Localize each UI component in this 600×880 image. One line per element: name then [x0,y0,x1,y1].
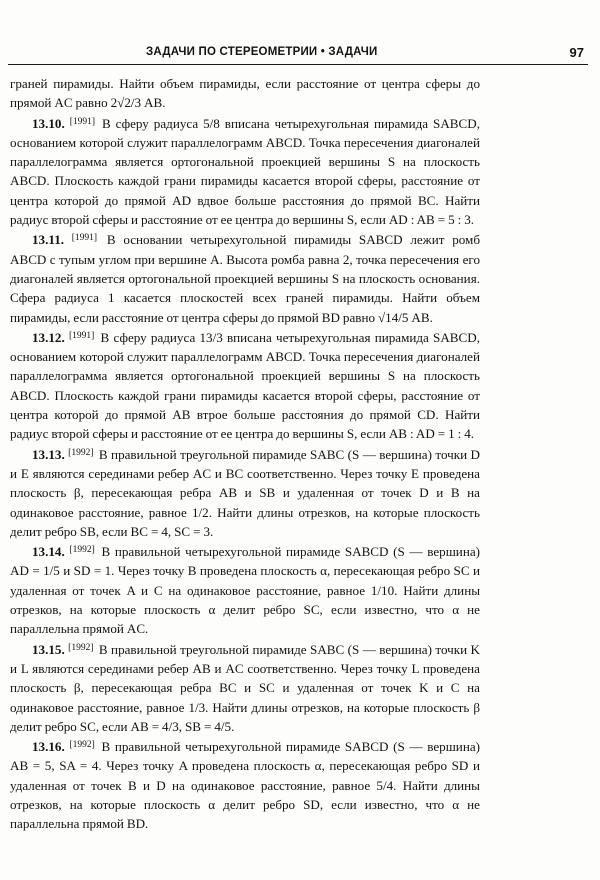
problem-year: [1991] [68,330,95,341]
running-header [8,44,588,65]
problem-number: 13.11. [32,232,65,248]
problem-13-10 [10,113,480,230]
problem-text: В сферу радиуса 5/8 вписана четырехугольная пирамида SABCD, основанием которой служит параллелограмм ABCD. Точка пересечения диагоналей параллелограмма является ортогональной проекцией вершины S на плоскость ABCD. Плоскость каждой грани пирамиды касается второй сферы, расстояние от центра которой до прямой AD вдвое больше расстояния до прямой BC. Найти радиус второй сферы и расстояние от ее центра до вершины S, если AD : AB = 5 : 3. [10,115,480,228]
problem-number: 13.14. [32,544,65,560]
page-number: 97 [569,45,584,60]
problem-number: 13.13. [32,446,65,462]
problem-13-12 [10,327,480,444]
problem-year: [1992] [68,447,94,458]
page-body [10,74,480,834]
problem-year: [1992] [69,740,95,751]
problem-year: [1991] [71,233,98,244]
problem-13-14 [10,541,480,638]
problem-year: [1992] [68,642,94,653]
problem-text: В сферу радиуса 13/3 вписана четырехугольная пирамида SABCD, основанием которой служит параллелограмм ABCD. Точка пересечения диагоналей параллелограмма является ортогональной проекцией вершины S на плоскость ABCD. Плоскость каждой грани пирамиды касается второй сферы, расстояние от центра которой до прямой AB втрое больше расстояния до прямой CD. Найти радиус второй сферы и расстояние от ее центра до вершины S, если AB : AD = 1 : 4. [10,329,480,442]
problem-text: В правильной треугольной пирамиде SABC (S — вершина) точки K и L являются серединами ребер AB и AC соответственно. Через точку L проведена плоскость β, пересекающая ребра BC и SC и удаленная от точек K и C на одинаковое расстояние, равное 1/3. Найти длины отрезков, на которые плоскость β делит ребро SC, если AB = 4/3, SB = 4/5. [10,641,480,734]
problem-number: 13.15. [32,641,65,657]
problem-13-13 [10,444,480,541]
problem-number: 13.12. [32,329,65,345]
running-title: ЗАДАЧИ ПО СТЕРЕОМЕТРИИ • ЗАДАЧИ [146,46,378,58]
problem-text: В основании четырехугольной пирамиды SABCD лежит ромб ABCD с тупым углом при вершине A. Высота ромба равна 2, точка пересечения его диагоналей является ортогональной проекцией вершины S на плоскость основания. Сфера радиуса 1 касается плоскостей всех граней пирамиды. Найти объем пирамиды, если расстояние от центра сферы до прямой BD равно √14/5 AB. [10,232,480,325]
problem-13-11 [10,229,480,326]
continuation-paragraph: граней пирамиды. Найти объем пирамиды, если расстояние от центра сферы до прямой AC равно 2√2/3 AB. [10,76,480,111]
problem-13-16 [10,736,480,833]
problem-text: В правильной треугольной пирамиде SABC (S — вершина) точки D и E являются серединами ребер AC и BC соответственно. Через точку E проведена плоскость β, пересекающая ребра AB и SB и удаленная от точек D и B на одинаковое расстояние, равное 1/2. Найти длины отрезков, на которые плоскость делит ребро SB, если BC = 4, SC = 3. [10,446,480,539]
problem-year: [1992] [69,545,95,556]
problem-13-15 [10,639,480,736]
problem-number: 13.16. [32,739,65,755]
problem-text: В правильной четырехугольной пирамиде SABCD (S — вершина) AD = 1/5 и SD = 1. Через точку B проведена плоскость α, пересекающая ребро SC и удаленная от точек A и C на одинаковое расстояние, равное 1/10. Найти длины отрезков, на которые плоскость α делит ребро SC, если известно, что α не параллельна прямой AC. [10,544,480,637]
problem-year: [1991] [69,116,96,127]
problem-number: 13.10. [32,115,65,131]
problem-text: В правильной четырехугольной пирамиде SABCD (S — вершина) AB = 5, SA = 4. Через точку A проведена плоскость α, пересекающая ребро SD и удаленная от точек B и D на одинаковое расстояние, равное 5/4. Найти длины отрезков, на которые плоскость α делит ребро SD, если известно, что α не параллельна прямой BD. [10,739,480,832]
